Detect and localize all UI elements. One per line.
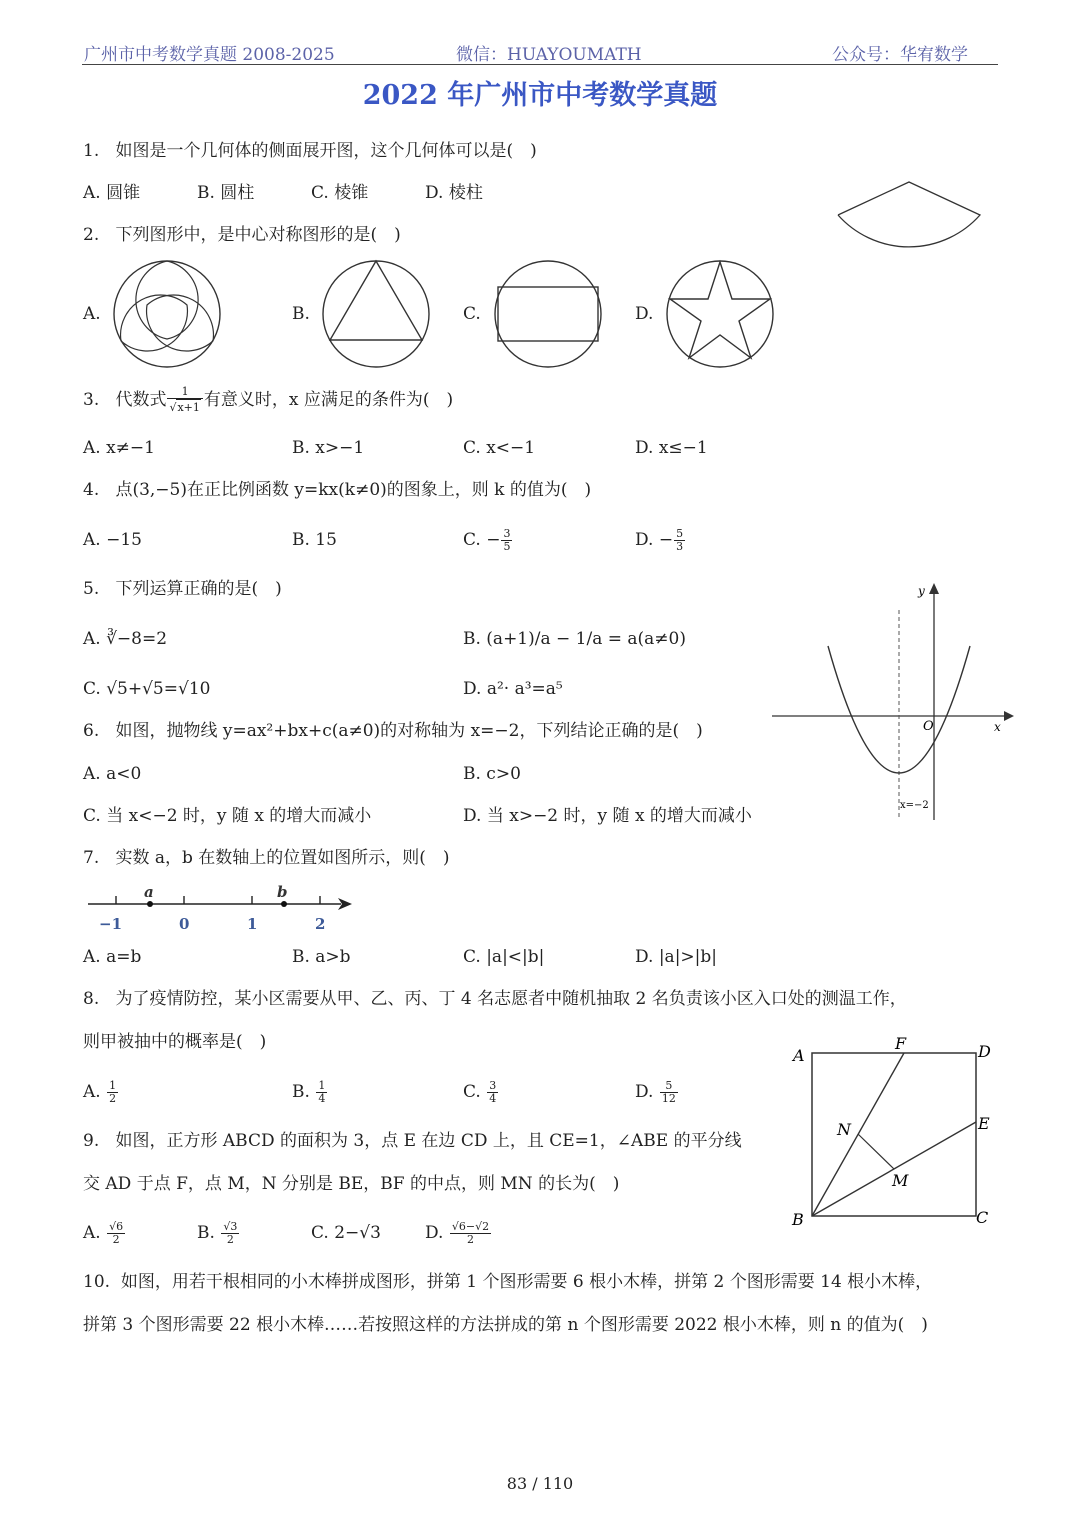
q2-option-d: D. [635,304,654,324]
page-number: 83 / 110 [506,1474,574,1493]
parabola-figure [772,580,1022,825]
q5-option-b: B. (a+1)/a − 1/a = a(a≠0) [463,629,687,649]
tick-label-1: 1 [247,915,258,933]
q1-option-d: D. 棱柱 [425,183,483,203]
q7-option-b: B. a>b [292,947,351,967]
label-E: E [978,1114,990,1133]
q9-option-c: C. 2−√3 [311,1223,381,1243]
question-6: 6. 如图，抛物线 y=ax²+bx+c(a≠0)的对称轴为 x=−2，下列结论正确的是( ) [83,721,703,741]
point-label-a: a [144,883,154,901]
q4-option-b: B. 15 [292,530,337,550]
label-A: A [793,1046,805,1065]
page-title: 2022 年广州市中考数学真题 [362,80,718,111]
question-4: 4. 点(3,−5)在正比例函数 y=kx(k≠0)的图象上，则 k 的值为( ) [83,480,592,500]
q4-option-c: C. − $\frac{3}{5}$ [463,527,511,553]
header-rule [82,64,998,65]
q6-option-a: A. a<0 [83,764,142,784]
q7-option-d: D. |a|>|b| [635,947,718,967]
q3-option-c: C. x<−1 [463,438,536,458]
q8-option-a: A. $\frac{1}{2}$ [83,1079,117,1105]
q2-option-a: A. [83,304,101,324]
label-C: C [976,1208,989,1227]
q8-option-b: B. $\frac{1}{4}$ [292,1079,326,1105]
q1-option-c: C. 棱锥 [311,183,369,203]
q1-option-a: A. 圆锥 [83,183,141,203]
q9-option-a: A. $\frac{√6}{2}$ [83,1220,124,1246]
header-left: 广州市中考数学真题 2008-2025 [84,45,335,65]
question-2: 2. 下列图形中，是中心对称图形的是( ) [83,225,401,245]
symmetry-axis-label: x=−2 [900,800,929,811]
q6-option-c: C. 当 x<−2 时，y 随 x 的增大而减小 [83,806,372,826]
q9-option-b: B. $\frac{√3}{2}$ [197,1220,238,1246]
origin-label: O [923,719,934,734]
q2-option-b: B. [292,304,310,324]
number-line-figure [86,880,356,935]
question-8-line2: 则甲被抽中的概率是( ) [83,1032,267,1052]
q8-option-d: D. $\frac{5}{12}$ [635,1079,676,1105]
q9-option-d: D. $\frac{√6-√2}{2}$ [425,1220,490,1246]
figure-rectangle-in-circle [493,259,603,369]
q3-option-a: A. x≠−1 [83,438,155,458]
label-B: B [792,1210,804,1229]
tick-label-0: 0 [179,915,190,933]
header-right: 公众号：华宥数学 [832,45,968,65]
q7-option-c: C. |a|<|b| [463,947,545,967]
q1-option-b: B. 圆柱 [197,183,255,203]
question-9: 9. 如图，正方形 ABCD 的面积为 3，点 E 在边 CD 上，且 CE=1，∠ABE 的平分线 [83,1131,742,1151]
q3-option-b: B. x>−1 [292,438,365,458]
q4-option-a: A. −15 [83,530,142,550]
question-3: 3. 代数式 $\frac{1}{√x+1}$ 有意义时，x 应满足的条件为( ) [83,385,454,414]
axis-label-x: x [994,720,1001,734]
header-center: 微信：HUAYOUMATH [456,45,642,65]
label-F: F [895,1034,907,1053]
question-1: 1. 如图是一个几何体的侧面展开图，这个几何体可以是( ) [83,141,537,161]
figure-three-petal-circle [112,259,222,369]
question-8: 8. 为了疫情防控，某小区需要从甲、乙、丙、丁 4 名志愿者中随机抽取 2 名负责该小区入口处的测温工作， [83,989,907,1009]
q6-option-d: D. 当 x>−2 时，y 随 x 的增大而减小 [463,806,752,826]
q3-option-d: D. x≤−1 [635,438,708,458]
q5-option-d: D. a²· a³=a⁵ [463,679,563,699]
q4-option-d: D. − $\frac{5}{3}$ [635,527,684,553]
label-N: N [837,1120,851,1139]
figure-star-in-circle [665,259,775,369]
question-9-line2: 交 AD 于点 F，点 M，N 分别是 BE，BF 的中点，则 MN 的长为( ) [83,1174,620,1194]
point-label-b: b [277,883,288,901]
sector-figure [835,180,985,270]
q5-option-a: A. ∛−8=2 [83,629,168,649]
tick-label-2: 2 [315,915,326,933]
question-5: 5. 下列运算正确的是( ) [83,579,282,599]
axis-label-y: y [918,584,925,598]
q2-option-c: C. [463,304,481,324]
q8-option-c: C. $\frac{3}{4}$ [463,1079,497,1105]
question-10-line2: 拼第 3 个图形需要 22 根小木棒……若按照这样的方法拼成的第 n 个图形需要 2022 根小木棒，则 n 的值为( ) [83,1315,928,1335]
tick-label-neg1: −1 [99,915,123,933]
question-10: 10. 如图，用若干根相同的小木棒拼成图形，拼第 1 个图形需要 6 根小木棒，拼第 2 个图形需要 14 根小木棒， [83,1272,933,1292]
square-figure [788,1035,998,1230]
q6-option-b: B. c>0 [463,764,521,784]
label-D: D [978,1042,991,1061]
q7-option-a: A. a=b [83,947,142,967]
q5-option-c: C. √5+√5=√10 [83,679,211,699]
question-7: 7. 实数 a，b 在数轴上的位置如图所示，则( ) [83,848,450,868]
label-M: M [892,1171,909,1190]
figure-triangle-in-circle [321,259,431,369]
